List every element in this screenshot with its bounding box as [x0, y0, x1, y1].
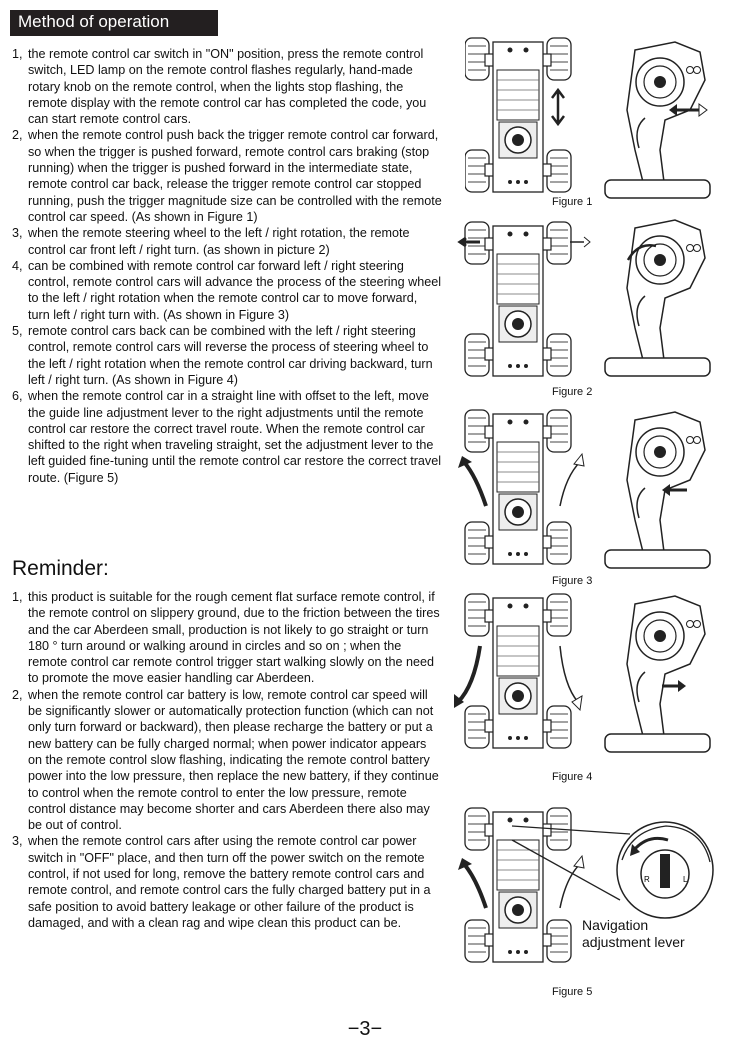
figure-5-illustration: [450, 800, 715, 980]
operation-item-1: 1, the remote control car switch in "ON" position, press the remote control switch, LED lamp on the remote control flashes regularly, hand-made rotary knob on the remote control, when the lights stop flashing, the remote display with the remote control car has completed the code, you can start remote control cars.: [12, 47, 427, 127]
figure-4-label: Figure 4: [552, 771, 593, 783]
figure-2-illustration: [450, 210, 715, 380]
dial-letter-r: R: [644, 875, 650, 884]
dial-letter-l: L: [683, 875, 688, 884]
figure-3-illustration: [450, 402, 715, 572]
figure-1-label: Figure 1: [552, 196, 593, 208]
reminder-item-3: 3, when the remote control cars after using the remote control car power switch in "OFF" place, and then turn off the power switch on the remote control, if not used for long, remove the battery remote control cars and remote control, and remote control cars the fully charged battery put in a safe position to avoid battery leakage or other failure of the product is damaged, and with a clean rag and wipe clean this product can be.: [12, 834, 431, 930]
figure-2-label: Figure 2: [552, 386, 593, 398]
operation-item-2: 2, when the remote control push back the trigger remote control car forward, so when the trigger is pushed forward, remote control cars braking (stop running) when the trigger is pushed forward in the intermediate state, remote control car back, release the trigger remote control car stopped running, push the trigger magnitude size can be controlled with the remote control car speed. (As shown in Figure 1): [12, 128, 442, 224]
figure-5-label: Figure 5: [552, 986, 593, 998]
figure-3-label: Figure 3: [552, 575, 593, 587]
operation-item-3: 3, when the remote steering wheel to the left / right rotation, the remote control car front left / right turn. (as shown in picture 2): [12, 226, 410, 257]
navigation-lever-callout: Navigation adjustment lever: [582, 917, 685, 950]
section-title: Method of operation: [18, 12, 170, 31]
page-number: −3−: [347, 1018, 383, 1040]
reminder-item-2: 2, when the remote control car battery is low, remote control car speed will be significantly slower or automatically protection function (which can not only turn forward or backward), then please recharge the battery or put a new battery can be fully charged normal; when power indicator appears on the remote control slow flashing, indicating the remote control battery power into the low pressure, then replace the new battery, if they continue to control when the remote control to enter the low pressure, remote control distance may become shorter and cars Aberdeen there also may be out of control.: [12, 687, 439, 833]
operation-item-4: 4, can be combined with remote control car forward left / right steering control, remote control cars will advance the process of the steering wheel to the left / right rotation when the remote control car to move forward, turn left / right turn with. (As shown in Figure 3): [12, 258, 441, 322]
reminder-title: Reminder:: [12, 557, 109, 580]
reminder-item-1: 1, this product is suitable for the rough cement flat surface remote control, if the remote control on slippery ground, due to the friction between the tires and the car Aberdeen small, production is not likely to go straight or turn 180 ° turn around or walking around in circles and so on ; when the remote control car remote control trigger start walking slowly on the need to promote the move easier handling car Aberdeen.: [12, 590, 440, 686]
operation-item-6: 6, when the remote control car in a straight line with offset to the left, move the guide line adjustment lever to the right adjustments until the remote control car restore the correct travel route. When the remote control car shifted to the right when traveling straight, set the adjustment lever to the left guided fine-tuning until the remote control car restore the correct travel route. (Figure 5): [12, 389, 442, 485]
section-header: [10, 10, 218, 36]
figure-4-illustration: [450, 586, 715, 756]
figure-1-illustration: [465, 32, 715, 202]
reminder-list: [12, 589, 442, 931]
operation-item-5: 5, remote control cars back can be combined with the left / right steering control, remote control cars will reverse the process of steering wheel to the left / right rotation when the remote control car driving backward, turn left / right turn. (As shown in Figure 4): [12, 324, 433, 387]
operation-list: [12, 46, 442, 486]
